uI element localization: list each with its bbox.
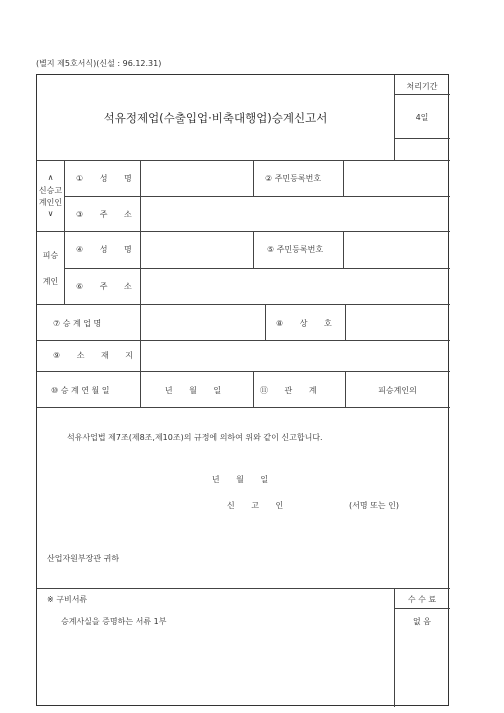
succession-date-value: 년 월 일 xyxy=(164,386,229,395)
reporter-name-label: ① 성 명 xyxy=(76,174,139,183)
addressee: 산업자원부장관 귀하 xyxy=(47,554,120,563)
form-title: 석유정제업(수출입업·비축대행업)승계신고서 xyxy=(103,111,328,125)
reporter-side-label-4: ∨ xyxy=(47,209,54,218)
reporter-side-label-3: 계인인 xyxy=(38,198,63,207)
reporter-address-label: ③ 주 소 xyxy=(76,210,139,219)
report-form xyxy=(36,74,449,706)
succession-date-label: ⑩ 승 계 연 월 일 xyxy=(51,386,110,395)
declaration-date: 년 월 일 xyxy=(211,475,276,484)
fee-value: 없 음 xyxy=(413,617,431,626)
required-documents-label: ※ 구비서류 xyxy=(47,595,88,604)
relation-label: ⑪ 관 계 xyxy=(260,386,324,395)
fee-label: 수 수 료 xyxy=(407,595,437,604)
required-documents-item: 승계사실을 증명하는 서류 1부 xyxy=(61,617,167,626)
location-label: ⑨ 소 재 지 xyxy=(53,351,140,360)
transferor-address-label: ⑥ 주 소 xyxy=(76,282,139,291)
relation-value: 피승계인의 xyxy=(378,386,417,395)
signature-note: (서명 또는 인) xyxy=(349,501,399,510)
reporter-side-label-2: 신승고 xyxy=(38,186,63,195)
declaration-statement: 석유사업법 제7조(제8조,제10조)의 규정에 의하여 위와 같이 신고합니다. xyxy=(67,433,323,442)
transferor-name-label: ④ 성 명 xyxy=(76,245,139,254)
reporter-signature-label: 신 고 인 xyxy=(227,501,291,510)
reporter-side-label-1: ∧ xyxy=(47,173,54,182)
reporter-rrn-label: ② 주민등록번호 xyxy=(265,174,322,183)
processing-period-label: 처리기간 xyxy=(406,82,438,91)
trade-name-label: ⑧ 상 호 xyxy=(276,319,339,328)
transferor-rrn-label: ⑤ 주민등록번호 xyxy=(267,245,324,254)
transferor-side-label-1: 피승 xyxy=(42,251,59,260)
form-header-note: (별지 제5호서식)(신설 : 96.12.31) xyxy=(36,59,162,68)
business-name-label: ⑦ 승 계 업 명 xyxy=(53,319,102,328)
processing-period-value: 4일 xyxy=(415,113,429,122)
transferor-side-label-2: 계인 xyxy=(42,277,59,286)
